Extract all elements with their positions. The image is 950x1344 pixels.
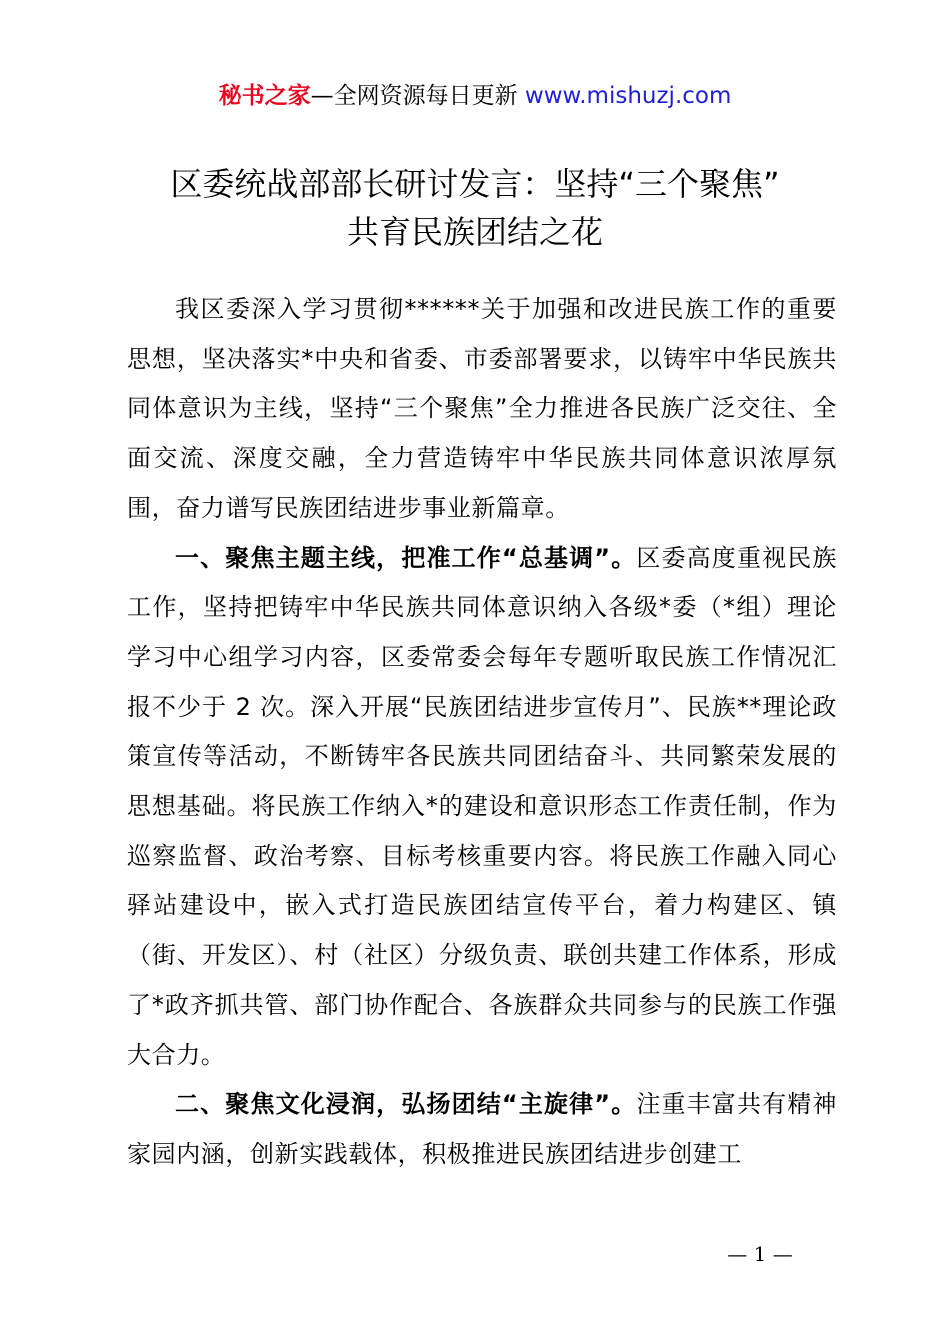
site-brand: 秘书之家 [218, 83, 311, 109]
title-line-1: 区委统战部部长研讨发言：坚持“三个聚焦” [170, 165, 780, 203]
document-body [127, 285, 837, 1180]
section-1-heading: 一、聚焦主题主线，把准工作“总基调”。 [175, 543, 637, 572]
intro-paragraph [127, 285, 837, 534]
title-line-2: 共育民族团结之花 [346, 213, 603, 251]
document-title [0, 160, 950, 256]
section-2-heading: 二、聚焦文化浸润，弘扬团结“主旋律”。 [175, 1090, 637, 1119]
section-1-paragraph [127, 534, 837, 1081]
site-url-link[interactable]: www.mishuzj.com [524, 83, 732, 109]
page-number: — 1 — [727, 1242, 793, 1266]
paragraph-text: 我区委深入学习贯彻******关于加强和改进民族工作的重要思想，坚决落实*中央和省委、市委部署要求，以铸牢中华民族共同体意识为主线，坚持“三个聚焦”全力推进各民族广泛交往、全面交流、深度交融，全力营造铸牢中华民族共同体意识浓厚氛围，奋力谱写民族团结进步事业新篇章。 [127, 295, 837, 522]
site-tagline: —全网资源每日更新 [310, 83, 518, 109]
section-2-paragraph [127, 1080, 837, 1179]
paragraph-text: 注重丰富共有精神家园内涵，创新实践载体，积极推进民族团结进步创建工 [127, 1090, 837, 1168]
paragraph-text: 区委高度重视民族工作，坚持把铸牢中华民族共同体意识纳入各级*委（*组）理论学习中心组学习内容，区委常委会每年专题听取民族工作情况汇报不少于 2 次。深入开展“民族团结进步宣传月”、民族**理论政策宣传等活动，不断铸牢各民族共同团结奋斗、共同繁荣发展的思想基础。将民族工作纳入*的建设和意识形态工作责任制，作为巡察监督、政治考察、目标考核重要内容。将民族工作融入同心驿站建设中，嵌入式打造民族团结宣传平台，着力构建区、镇（街、开发区）、村（社区）分级负责、联创共建工作体系，形成了*政齐抓共管、部门协作配合、各族群众共同参与的民族工作强大合力。 [127, 543, 837, 1069]
site-header [0, 80, 950, 112]
